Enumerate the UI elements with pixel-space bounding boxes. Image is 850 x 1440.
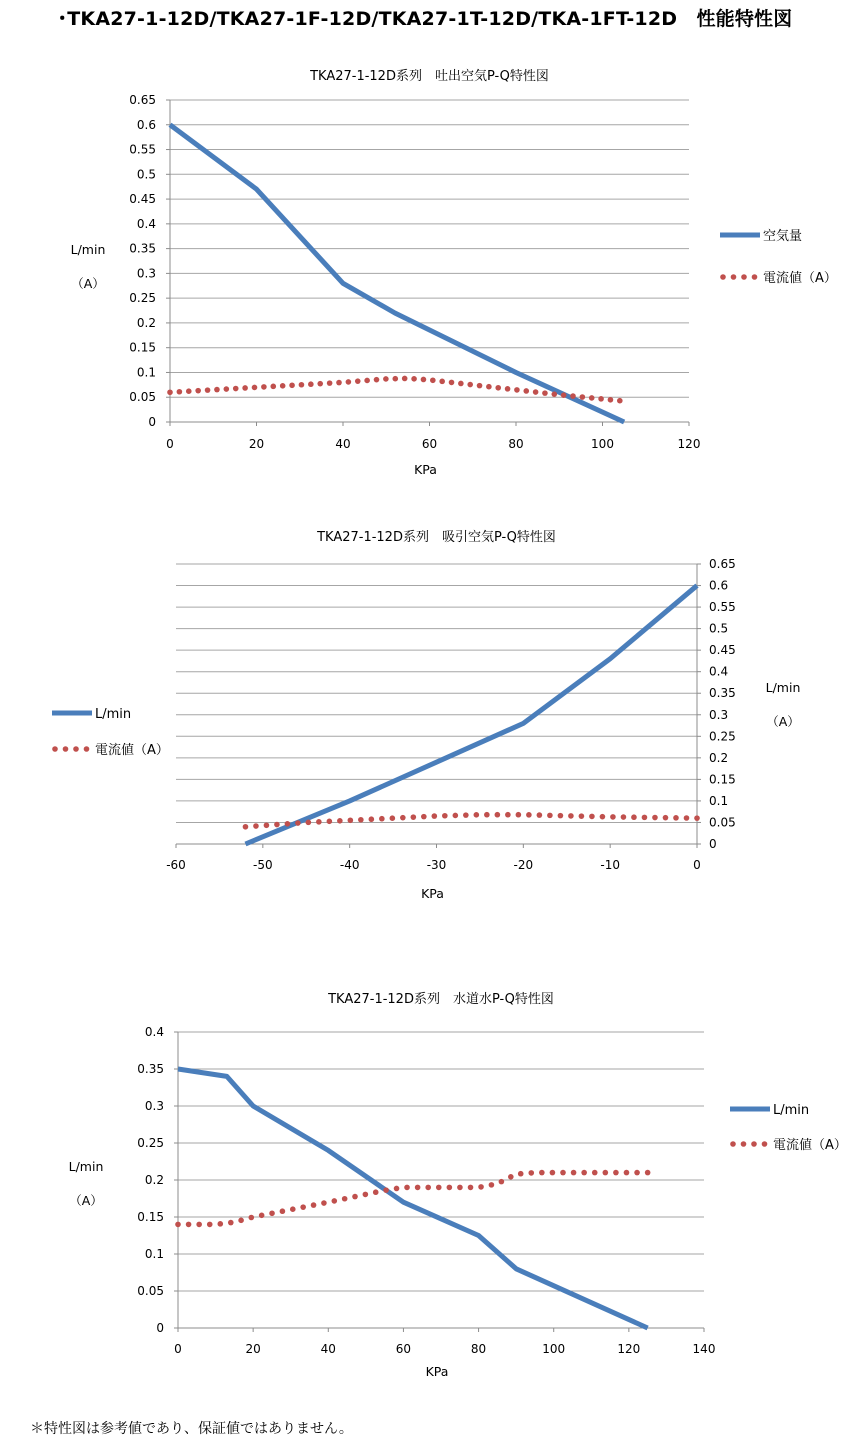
series-dot xyxy=(311,1202,317,1208)
series-dot xyxy=(631,814,637,820)
series-dot xyxy=(489,1182,495,1188)
series-dot xyxy=(186,1222,192,1228)
y-tick-label: 0.05 xyxy=(137,1284,164,1298)
series-dot xyxy=(290,1206,296,1212)
legend-swatch-dot xyxy=(741,274,747,280)
series-dot xyxy=(505,812,511,818)
series-dot xyxy=(694,815,700,821)
series-dot xyxy=(175,1222,181,1228)
series-dot xyxy=(336,380,342,386)
series-dot xyxy=(306,820,312,826)
series-dot xyxy=(392,376,398,382)
series-dot xyxy=(499,1179,505,1185)
legend-swatch-dot xyxy=(73,746,79,752)
y-tick-label: 0 xyxy=(709,837,717,851)
y-tick-label: 0.1 xyxy=(144,1247,164,1261)
y-tick-label: 0.05 xyxy=(709,815,736,830)
series-dot xyxy=(558,813,564,819)
series-dot xyxy=(542,390,548,396)
y-tick-label: 0.55 xyxy=(709,600,736,615)
legend-swatch-dot xyxy=(752,274,758,280)
series-dot xyxy=(478,1184,484,1190)
series-dot xyxy=(337,818,343,824)
legend-swatch-dot xyxy=(762,1141,768,1147)
series-dot xyxy=(592,1170,598,1176)
y-tick-label: 0.55 xyxy=(129,142,156,157)
series-dot xyxy=(467,382,473,388)
series-dot xyxy=(425,1185,431,1191)
series-dot xyxy=(561,392,567,398)
series-dot xyxy=(346,379,352,385)
series-dot xyxy=(624,1170,630,1176)
series-dot xyxy=(516,812,522,818)
y-tick-label: 0.25 xyxy=(709,729,736,744)
y-tick-label: 0.4 xyxy=(136,216,156,231)
series-dot xyxy=(321,1200,327,1206)
y-tick-label: 0.65 xyxy=(129,93,156,107)
series-dot xyxy=(411,814,417,820)
series-dot xyxy=(447,1185,453,1191)
series-dot xyxy=(589,395,595,401)
series-dot xyxy=(421,377,427,383)
series-dot xyxy=(642,815,648,821)
series-dot xyxy=(603,1170,609,1176)
series-dot xyxy=(458,381,464,387)
x-tick-label: 60 xyxy=(395,1342,412,1356)
series-dot xyxy=(207,1222,213,1228)
series-dot xyxy=(518,1171,524,1177)
chart-discharge-air xyxy=(0,60,850,480)
series-dot xyxy=(280,383,286,389)
y-axis-unit: （A） xyxy=(766,714,800,729)
x-tick-label: -40 xyxy=(339,858,360,872)
chart-suction-air xyxy=(0,520,850,910)
series-dot xyxy=(300,1204,306,1210)
series-dot xyxy=(600,814,606,820)
series-dot xyxy=(402,376,408,382)
y-tick-label: 0.6 xyxy=(136,117,156,132)
y-tick-label: 0.2 xyxy=(136,315,156,330)
y-tick-label: 0.2 xyxy=(709,750,729,765)
series-dot xyxy=(439,379,445,385)
y-axis-unit: （A） xyxy=(69,1193,103,1208)
series-dot xyxy=(327,380,333,386)
series-dot xyxy=(224,386,230,392)
series-dot xyxy=(547,813,553,819)
x-axis-title: KPa xyxy=(425,1364,449,1379)
x-tick-label: 60 xyxy=(421,437,438,451)
series-dot xyxy=(652,815,658,821)
series-dot xyxy=(523,388,529,394)
x-tick-label: 80 xyxy=(470,1342,487,1356)
legend-swatch-dot xyxy=(730,1141,736,1147)
series-dot xyxy=(477,383,483,389)
series-dot xyxy=(242,385,248,391)
series-dot xyxy=(379,816,385,822)
series-dot xyxy=(167,389,173,395)
page-title: ･TKA27-1-12D/TKA27-1F-12D/TKA27-1T-12D/TKA-1FT-12D 性能特性図 xyxy=(57,8,793,30)
series-dot xyxy=(228,1220,234,1226)
y-tick-label: 0.65 xyxy=(709,557,736,571)
x-tick-label: 100 xyxy=(591,437,614,451)
series-dot xyxy=(269,1210,275,1216)
y-tick-label: 0.3 xyxy=(709,707,729,722)
series-dot xyxy=(550,1170,556,1176)
y-tick-label: 0.5 xyxy=(709,621,729,636)
series-dot xyxy=(195,388,201,394)
series-dot xyxy=(468,1185,474,1191)
series-dot xyxy=(355,378,361,384)
y-tick-label: 0.4 xyxy=(144,1025,164,1039)
series-dot xyxy=(364,378,370,384)
series-dot xyxy=(634,1170,640,1176)
chart-title: TKA27-1-12D系列 吐出空気P-Q特性図 xyxy=(310,69,549,84)
series-dot xyxy=(252,385,258,391)
series-dot xyxy=(394,1186,400,1192)
series-dot xyxy=(205,387,211,393)
series-dot xyxy=(580,394,586,400)
y-tick-label: 0.15 xyxy=(129,340,156,355)
series-line xyxy=(178,1069,648,1328)
series-dot xyxy=(238,1218,244,1224)
series-dot xyxy=(280,1208,286,1214)
y-tick-label: 0.2 xyxy=(144,1173,164,1187)
series-dot xyxy=(308,381,314,387)
series-dot xyxy=(196,1222,202,1228)
series-dot xyxy=(449,380,455,386)
series-dot xyxy=(177,389,183,395)
series-dot xyxy=(369,816,375,822)
series-dot xyxy=(348,817,354,823)
y-tick-label: 0.15 xyxy=(137,1210,164,1224)
legend-label: 電流値（A） xyxy=(773,1138,847,1153)
y-tick-label: 0.45 xyxy=(709,643,736,658)
series-dot xyxy=(217,1221,223,1227)
series-dot xyxy=(383,376,389,382)
x-tick-label: -60 xyxy=(166,858,186,872)
series-dot xyxy=(233,386,239,392)
x-tick-label: 0 xyxy=(166,437,174,451)
y-tick-label: 0.35 xyxy=(129,241,156,256)
series-dot xyxy=(316,819,322,825)
y-tick-label: 0.6 xyxy=(709,578,729,593)
y-tick-label: 0.15 xyxy=(709,772,736,787)
series-dot xyxy=(621,814,627,820)
x-tick-label: 20 xyxy=(248,437,265,451)
series-dot xyxy=(404,1185,410,1191)
series-dot xyxy=(186,388,192,394)
series-dot xyxy=(400,815,406,821)
legend-label: L/min xyxy=(95,707,132,722)
series-dot xyxy=(610,814,616,820)
series-dot xyxy=(581,1170,587,1176)
y-tick-label: 0 xyxy=(148,415,156,429)
series-dot xyxy=(571,1170,577,1176)
y-axis-title: L/min xyxy=(70,242,106,257)
series-dot xyxy=(673,815,679,821)
series-dot xyxy=(289,382,295,388)
x-tick-label: -20 xyxy=(513,858,534,872)
series-dot xyxy=(608,397,614,403)
series-dot xyxy=(285,821,291,827)
series-dot xyxy=(253,823,259,829)
series-dot xyxy=(327,819,333,825)
chart-tap-water xyxy=(0,985,850,1385)
y-axis-unit: （A） xyxy=(71,276,105,291)
y-tick-label: 0.4 xyxy=(709,664,729,679)
series-dot xyxy=(526,812,532,818)
series-dot xyxy=(390,815,396,821)
series-dot xyxy=(411,376,417,382)
series-dot xyxy=(663,815,669,821)
series-dot xyxy=(436,1185,442,1191)
x-tick-label: 100 xyxy=(542,1342,566,1356)
series-dot xyxy=(317,381,323,387)
series-dot xyxy=(373,1189,379,1195)
legend-swatch-dot xyxy=(751,1141,757,1147)
series-dot xyxy=(415,1185,421,1191)
series-dot xyxy=(598,396,604,402)
series-dot xyxy=(342,1196,348,1202)
series-dot xyxy=(495,812,501,818)
x-tick-label: 140 xyxy=(692,1342,716,1356)
series-dot xyxy=(270,384,276,390)
series-dot xyxy=(684,815,690,821)
x-tick-label: -30 xyxy=(426,858,447,872)
series-dot xyxy=(463,812,469,818)
legend-label: L/min xyxy=(773,1103,810,1118)
series-dot xyxy=(613,1170,619,1176)
legend-swatch-dot xyxy=(52,746,58,752)
series-dot xyxy=(383,1187,389,1193)
series-dot xyxy=(299,382,305,388)
legend-label: 電流値（A） xyxy=(95,743,169,758)
series-dot xyxy=(528,1170,534,1176)
series-dot xyxy=(358,817,364,823)
series-dot xyxy=(505,386,511,392)
legend-swatch-dot xyxy=(63,746,69,752)
x-tick-label: -10 xyxy=(600,858,620,872)
series-dot xyxy=(261,384,267,390)
x-tick-label: -50 xyxy=(253,858,273,872)
x-tick-label: 80 xyxy=(508,437,524,451)
series-dot xyxy=(617,398,623,404)
y-tick-label: 0.1 xyxy=(709,793,729,808)
x-axis-title: KPa xyxy=(421,886,444,901)
legend-label: 空気量 xyxy=(763,229,803,244)
y-tick-label: 0.25 xyxy=(137,1136,164,1150)
x-tick-label: 20 xyxy=(245,1342,261,1356)
y-tick-label: 0.3 xyxy=(144,1099,164,1113)
x-tick-label: 0 xyxy=(174,1342,182,1356)
series-dot xyxy=(295,820,301,826)
series-dot xyxy=(508,1174,514,1180)
series-dot xyxy=(514,387,520,393)
series-dot xyxy=(374,377,380,383)
y-tick-label: 0.5 xyxy=(136,167,156,182)
series-dot xyxy=(568,813,574,819)
series-dot xyxy=(432,813,438,819)
x-tick-label: 0 xyxy=(693,858,701,872)
y-tick-label: 0.3 xyxy=(136,266,156,281)
series-dot xyxy=(331,1198,337,1204)
footnote: ＊特性図は参考値であり、保証値ではありません。 xyxy=(30,1421,353,1437)
series-dot xyxy=(259,1213,265,1219)
y-tick-label: 0.1 xyxy=(136,365,156,380)
y-tick-label: 0.35 xyxy=(709,686,736,701)
y-tick-label: 0.45 xyxy=(129,192,156,207)
series-dot xyxy=(645,1170,651,1176)
y-tick-label: 0.25 xyxy=(129,291,156,306)
series-dot xyxy=(495,385,501,391)
x-tick-label: 40 xyxy=(320,1342,336,1356)
series-dot xyxy=(264,822,270,828)
legend-swatch-dot xyxy=(731,274,737,280)
series-dot xyxy=(430,377,436,383)
series-dot xyxy=(453,813,459,819)
x-tick-label: 40 xyxy=(335,437,351,451)
series-dot xyxy=(248,1215,254,1221)
series-dot xyxy=(421,814,427,820)
legend-swatch-dot xyxy=(84,746,90,752)
series-dot xyxy=(214,387,220,393)
series-dot xyxy=(551,391,557,397)
legend-swatch-dot xyxy=(741,1141,747,1147)
series-dot xyxy=(570,393,576,399)
series-dot xyxy=(363,1192,369,1198)
legend-swatch-dot xyxy=(720,274,726,280)
series-dot xyxy=(442,813,448,819)
y-axis-title: L/min xyxy=(68,1159,104,1174)
series-dot xyxy=(243,824,249,830)
series-dot xyxy=(484,812,490,818)
series-dot xyxy=(560,1170,566,1176)
x-tick-label: 120 xyxy=(677,437,701,451)
legend-label: 電流値（A） xyxy=(763,271,837,286)
series-dot xyxy=(539,1170,545,1176)
series-dot xyxy=(474,812,480,818)
chart-title: TKA27-1-12D系列 水道水P-Q特性図 xyxy=(328,992,554,1007)
series-dot xyxy=(533,389,539,395)
series-dot xyxy=(579,813,585,819)
series-dot xyxy=(589,814,595,820)
x-axis-title: KPa xyxy=(414,462,437,477)
series-dot xyxy=(352,1194,358,1200)
series-dot xyxy=(274,822,280,828)
series-dot xyxy=(486,384,492,390)
y-tick-label: 0.05 xyxy=(129,390,156,405)
series-dot xyxy=(537,812,543,818)
y-tick-label: 0 xyxy=(156,1321,164,1335)
x-tick-label: 120 xyxy=(617,1342,641,1356)
chart-title: TKA27-1-12D系列 吸引空気P-Q特性図 xyxy=(317,530,556,545)
y-tick-label: 0.35 xyxy=(137,1062,164,1076)
series-dot xyxy=(457,1185,463,1191)
y-axis-title: L/min xyxy=(765,680,801,695)
